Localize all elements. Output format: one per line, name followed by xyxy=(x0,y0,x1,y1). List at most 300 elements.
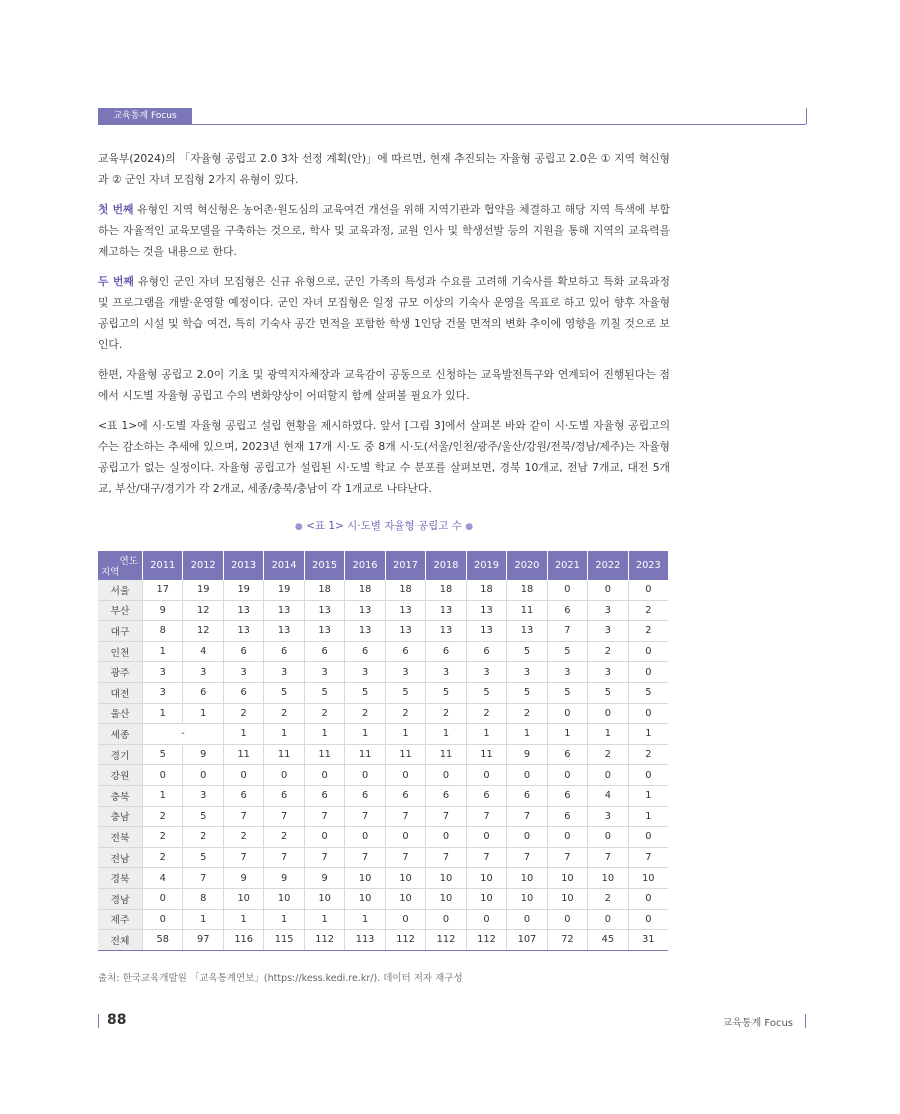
value-cell: 2 xyxy=(264,703,304,724)
value-cell: 3 xyxy=(385,662,425,683)
value-cell: 10 xyxy=(507,888,547,909)
paragraph-2 xyxy=(98,199,670,262)
table-row xyxy=(98,724,668,745)
value-cell: 3 xyxy=(426,662,466,683)
value-cell: 0 xyxy=(183,765,223,786)
value-cell: 7 xyxy=(385,806,425,827)
value-cell: 6 xyxy=(385,785,425,806)
value-cell: 0 xyxy=(304,827,344,848)
value-cell: 4 xyxy=(588,785,628,806)
value-cell: 10 xyxy=(223,888,263,909)
value-cell: 1 xyxy=(304,909,344,930)
value-cell: 1 xyxy=(385,724,425,745)
value-cell: 6 xyxy=(223,641,263,662)
year-header: 2012 xyxy=(183,551,223,580)
value-cell: 8 xyxy=(143,621,183,642)
value-cell: 5 xyxy=(183,847,223,868)
value-cell: 5 xyxy=(183,806,223,827)
value-cell: 6 xyxy=(547,806,587,827)
value-cell: 97 xyxy=(183,930,223,951)
value-cell: 5 xyxy=(304,682,344,703)
value-cell: 31 xyxy=(628,930,668,951)
footer-title: 교육통계 Focus xyxy=(722,1018,793,1029)
value-cell: 2 xyxy=(426,703,466,724)
value-cell: 0 xyxy=(426,765,466,786)
region-cell: 경기 xyxy=(98,744,143,765)
value-cell: 1 xyxy=(223,909,263,930)
paragraph-4: 한편, 자율형 공립고 2.0이 기초 및 광역지자체장과 교육감이 공동으로 신청하는 교육발전특구와 연계되어 진행된다는 점에서 시도별 자율형 공립고 수의 변화양상이 어떠할지 함께 살펴볼 필요가 있다. xyxy=(98,368,670,402)
value-cell: 116 xyxy=(223,930,263,951)
value-cell: 7 xyxy=(547,847,587,868)
value-cell: 2 xyxy=(628,600,668,621)
value-cell: 0 xyxy=(466,765,506,786)
region-cell: 강원 xyxy=(98,765,143,786)
source-note: 출처: 한국교육개발원 「교육통계연보」(https://kess.kedi.re.kr/). 데이터 저자 재구성 xyxy=(98,973,463,984)
value-cell: 2 xyxy=(143,806,183,827)
value-cell: 6 xyxy=(183,682,223,703)
value-cell: 0 xyxy=(628,909,668,930)
paragraph-3 xyxy=(98,271,670,355)
value-cell: 10 xyxy=(466,888,506,909)
value-cell: 6 xyxy=(304,641,344,662)
value-cell: 13 xyxy=(466,600,506,621)
value-cell: 9 xyxy=(183,744,223,765)
table-row xyxy=(98,785,668,806)
value-cell: 2 xyxy=(385,703,425,724)
value-cell: 0 xyxy=(628,888,668,909)
value-cell: 0 xyxy=(143,909,183,930)
table-row xyxy=(98,682,668,703)
value-cell: 5 xyxy=(547,682,587,703)
table-title: <표 1> 시·도별 자율형 공립고 수 xyxy=(306,520,462,532)
value-cell: 5 xyxy=(345,682,385,703)
value-cell: 72 xyxy=(547,930,587,951)
region-cell: 대구 xyxy=(98,621,143,642)
value-cell: 2 xyxy=(264,827,304,848)
value-cell: 0 xyxy=(628,765,668,786)
region-cell: 충북 xyxy=(98,785,143,806)
value-cell: 5 xyxy=(466,682,506,703)
value-cell: 7 xyxy=(426,806,466,827)
value-cell: 112 xyxy=(385,930,425,951)
region-cell: 전체 xyxy=(98,930,143,951)
value-cell: 10 xyxy=(507,868,547,889)
value-cell: 3 xyxy=(507,662,547,683)
value-cell: 7 xyxy=(588,847,628,868)
value-cell: 115 xyxy=(264,930,304,951)
value-cell: 2 xyxy=(507,703,547,724)
value-cell: 2 xyxy=(304,703,344,724)
region-cell: 경북 xyxy=(98,868,143,889)
value-cell: 19 xyxy=(223,580,263,600)
value-cell: 18 xyxy=(385,580,425,600)
value-cell: 2 xyxy=(143,847,183,868)
value-cell: 112 xyxy=(304,930,344,951)
table-row xyxy=(98,868,668,889)
value-cell: 13 xyxy=(345,621,385,642)
value-cell: 5 xyxy=(426,682,466,703)
table-row xyxy=(98,580,668,600)
footer-divider-right xyxy=(805,1014,806,1028)
page-number: 88 xyxy=(107,1012,127,1028)
value-cell: 10 xyxy=(588,868,628,889)
value-cell: 7 xyxy=(547,621,587,642)
value-cell: 10 xyxy=(628,868,668,889)
value-cell: 3 xyxy=(466,662,506,683)
value-cell: 1 xyxy=(507,724,547,745)
value-cell: 3 xyxy=(588,806,628,827)
value-cell: 11 xyxy=(304,744,344,765)
value-cell: 6 xyxy=(223,785,263,806)
value-cell: 45 xyxy=(588,930,628,951)
value-cell: 13 xyxy=(466,621,506,642)
value-cell: 3 xyxy=(143,662,183,683)
value-cell: 13 xyxy=(426,621,466,642)
value-cell: 1 xyxy=(547,724,587,745)
value-cell: 3 xyxy=(183,662,223,683)
value-cell: 1 xyxy=(143,641,183,662)
value-cell: 2 xyxy=(628,744,668,765)
region-cell: 전북 xyxy=(98,827,143,848)
value-cell: 19 xyxy=(183,580,223,600)
value-cell: 9 xyxy=(507,744,547,765)
value-cell: 3 xyxy=(223,662,263,683)
value-cell: 5 xyxy=(547,641,587,662)
corner-year-label: 연도 xyxy=(119,556,138,567)
value-cell: 3 xyxy=(588,600,628,621)
value-cell: 4 xyxy=(183,641,223,662)
paragraph-2-lead: 첫 번째 xyxy=(98,203,134,216)
value-cell: 0 xyxy=(588,827,628,848)
value-cell: 1 xyxy=(628,724,668,745)
value-cell: 5 xyxy=(507,641,547,662)
value-cell: 0 xyxy=(426,909,466,930)
merged-cell: - xyxy=(143,724,224,745)
body-text xyxy=(98,148,670,508)
table-row xyxy=(98,847,668,868)
value-cell: 0 xyxy=(385,765,425,786)
value-cell: 18 xyxy=(304,580,344,600)
value-cell: 0 xyxy=(507,909,547,930)
corner-region-label: 지역 xyxy=(101,567,120,578)
region-cell: 울산 xyxy=(98,703,143,724)
value-cell: 0 xyxy=(264,765,304,786)
value-cell: 0 xyxy=(143,765,183,786)
value-cell: 11 xyxy=(264,744,304,765)
value-cell: 13 xyxy=(264,600,304,621)
table-row xyxy=(98,662,668,683)
value-cell: 11 xyxy=(345,744,385,765)
region-cell: 전남 xyxy=(98,847,143,868)
value-cell: 1 xyxy=(183,909,223,930)
value-cell: 6 xyxy=(264,641,304,662)
table-row xyxy=(98,600,668,621)
value-cell: 0 xyxy=(507,765,547,786)
year-header: 2017 xyxy=(385,551,425,580)
value-cell: 0 xyxy=(426,827,466,848)
value-cell: 1 xyxy=(588,724,628,745)
value-cell: 11 xyxy=(223,744,263,765)
year-header: 2023 xyxy=(628,551,668,580)
corner-header xyxy=(98,551,143,580)
value-cell: 11 xyxy=(385,744,425,765)
value-cell: 2 xyxy=(143,827,183,848)
value-cell: 17 xyxy=(143,580,183,600)
year-header: 2011 xyxy=(143,551,183,580)
value-cell: 10 xyxy=(385,888,425,909)
value-cell: 10 xyxy=(426,888,466,909)
value-cell: 6 xyxy=(547,744,587,765)
value-cell: 0 xyxy=(628,662,668,683)
value-cell: 7 xyxy=(507,847,547,868)
value-cell: 1 xyxy=(426,724,466,745)
value-cell: 0 xyxy=(628,827,668,848)
value-cell: 0 xyxy=(588,765,628,786)
value-cell: 6 xyxy=(345,641,385,662)
value-cell: 3 xyxy=(264,662,304,683)
value-cell: 3 xyxy=(143,682,183,703)
value-cell: 7 xyxy=(466,847,506,868)
value-cell: 11 xyxy=(426,744,466,765)
value-cell: 7 xyxy=(345,847,385,868)
year-header: 2013 xyxy=(223,551,263,580)
table-row xyxy=(98,703,668,724)
section-tag: 교육통계 Focus xyxy=(98,108,192,124)
schools-by-region-table xyxy=(98,551,668,951)
bullet-dot-icon: ● xyxy=(294,522,303,532)
table-row xyxy=(98,744,668,765)
value-cell: 5 xyxy=(385,682,425,703)
value-cell: 13 xyxy=(304,600,344,621)
paragraph-5: <표 1>에 시·도별 자율형 공립고 설립 현황을 제시하였다. 앞서 [그림 3]에서 살펴본 바와 같이 시·도별 자율형 공립고의 수는 감소하는 추세에 있으며, 2023년 현재 17개 시·도 중 8개 시·도(서울/인천/광주/울산/강원/전북/경남/제주)는 자율형 공립고가 없는 실정이다. 자율형 공립고가 설립된 시·도별 학교 수 분포를 살펴보면, 경북 10개교, 전남 7개교, 대전 5개교, 부산/대구/경기가 각 2개교, 세종/충북/충남이 각 1개교로 나타난다. xyxy=(98,419,670,495)
table-row xyxy=(98,765,668,786)
value-cell: 0 xyxy=(385,909,425,930)
value-cell: 0 xyxy=(547,909,587,930)
value-cell: 1 xyxy=(143,703,183,724)
value-cell: 7 xyxy=(426,847,466,868)
year-header: 2020 xyxy=(507,551,547,580)
value-cell: 1 xyxy=(466,724,506,745)
table-body xyxy=(98,580,668,950)
value-cell: 0 xyxy=(223,765,263,786)
region-cell: 대전 xyxy=(98,682,143,703)
value-cell: 1 xyxy=(628,785,668,806)
value-cell: 3 xyxy=(588,662,628,683)
value-cell: 7 xyxy=(223,847,263,868)
page-footer xyxy=(98,1014,806,1028)
value-cell: 7 xyxy=(304,806,344,827)
page-header xyxy=(98,108,806,125)
value-cell: 13 xyxy=(385,621,425,642)
value-cell: 113 xyxy=(345,930,385,951)
value-cell: 0 xyxy=(547,827,587,848)
header-divider xyxy=(806,108,807,124)
value-cell: 1 xyxy=(304,724,344,745)
table-header-row xyxy=(98,551,668,580)
value-cell: 2 xyxy=(588,744,628,765)
value-cell: 3 xyxy=(588,621,628,642)
region-cell: 서울 xyxy=(98,580,143,600)
table-row xyxy=(98,827,668,848)
region-cell: 충남 xyxy=(98,806,143,827)
year-header: 2014 xyxy=(264,551,304,580)
year-header: 2021 xyxy=(547,551,587,580)
value-cell: 10 xyxy=(304,888,344,909)
table-caption xyxy=(98,518,670,533)
value-cell: 107 xyxy=(507,930,547,951)
value-cell: 2 xyxy=(588,641,628,662)
value-cell: 2 xyxy=(345,703,385,724)
value-cell: 7 xyxy=(345,806,385,827)
year-header: 2018 xyxy=(426,551,466,580)
value-cell: 0 xyxy=(547,580,587,600)
value-cell: 0 xyxy=(547,765,587,786)
value-cell: 12 xyxy=(183,600,223,621)
value-cell: 6 xyxy=(304,785,344,806)
value-cell: 2 xyxy=(183,827,223,848)
value-cell: 7 xyxy=(223,806,263,827)
value-cell: 2 xyxy=(223,827,263,848)
bullet-dot-icon: ● xyxy=(465,522,474,532)
value-cell: 13 xyxy=(507,621,547,642)
value-cell: 6 xyxy=(547,785,587,806)
value-cell: 1 xyxy=(345,724,385,745)
value-cell: 18 xyxy=(426,580,466,600)
value-cell: 10 xyxy=(345,888,385,909)
value-cell: 112 xyxy=(466,930,506,951)
value-cell: 9 xyxy=(304,868,344,889)
value-cell: 6 xyxy=(426,641,466,662)
year-header: 2015 xyxy=(304,551,344,580)
value-cell: 7 xyxy=(507,806,547,827)
region-cell: 인천 xyxy=(98,641,143,662)
value-cell: 6 xyxy=(223,682,263,703)
table-row xyxy=(98,909,668,930)
value-cell: 11 xyxy=(466,744,506,765)
value-cell: 1 xyxy=(345,909,385,930)
value-cell: 2 xyxy=(223,703,263,724)
value-cell: 12 xyxy=(183,621,223,642)
table-row xyxy=(98,806,668,827)
value-cell: 0 xyxy=(304,765,344,786)
value-cell: 0 xyxy=(628,641,668,662)
value-cell: 7 xyxy=(183,868,223,889)
region-cell: 세종 xyxy=(98,724,143,745)
value-cell: 9 xyxy=(264,868,304,889)
value-cell: 9 xyxy=(143,600,183,621)
value-cell: 6 xyxy=(426,785,466,806)
value-cell: 6 xyxy=(547,600,587,621)
value-cell: 6 xyxy=(264,785,304,806)
value-cell: 13 xyxy=(264,621,304,642)
value-cell: 3 xyxy=(183,785,223,806)
value-cell: 0 xyxy=(466,909,506,930)
year-header: 2019 xyxy=(466,551,506,580)
value-cell: 1 xyxy=(264,909,304,930)
value-cell: 18 xyxy=(507,580,547,600)
year-header: 2022 xyxy=(588,551,628,580)
value-cell: 0 xyxy=(507,827,547,848)
value-cell: 6 xyxy=(385,641,425,662)
value-cell: 18 xyxy=(345,580,385,600)
value-cell: 2 xyxy=(466,703,506,724)
value-cell: 1 xyxy=(143,785,183,806)
table-row xyxy=(98,641,668,662)
value-cell: 112 xyxy=(426,930,466,951)
table-row xyxy=(98,888,668,909)
value-cell: 11 xyxy=(507,600,547,621)
value-cell: 13 xyxy=(304,621,344,642)
value-cell: 4 xyxy=(143,868,183,889)
value-cell: 0 xyxy=(345,765,385,786)
value-cell: 1 xyxy=(628,806,668,827)
region-cell: 제주 xyxy=(98,909,143,930)
value-cell: 0 xyxy=(345,827,385,848)
value-cell: 10 xyxy=(345,868,385,889)
value-cell: 2 xyxy=(628,621,668,642)
value-cell: 6 xyxy=(345,785,385,806)
value-cell: 13 xyxy=(385,600,425,621)
value-cell: 7 xyxy=(385,847,425,868)
value-cell: 5 xyxy=(143,744,183,765)
value-cell: 10 xyxy=(547,868,587,889)
value-cell: 7 xyxy=(264,806,304,827)
value-cell: 5 xyxy=(507,682,547,703)
value-cell: 0 xyxy=(588,909,628,930)
region-cell: 경남 xyxy=(98,888,143,909)
region-cell: 부산 xyxy=(98,600,143,621)
value-cell: 3 xyxy=(345,662,385,683)
value-cell: 10 xyxy=(466,868,506,889)
paragraph-1: 교육부(2024)의 「자율형 공립고 2.0 3차 선정 계획(안)」에 따르면, 현재 추진되는 자율형 공립고 2.0은 ① 지역 혁신형과 ② 군인 자녀 모집형 2가지 유형이 있다. xyxy=(98,152,670,186)
value-cell: 0 xyxy=(628,580,668,600)
value-cell: 13 xyxy=(223,621,263,642)
value-cell: 0 xyxy=(143,888,183,909)
value-cell: 1 xyxy=(223,724,263,745)
value-cell: 58 xyxy=(143,930,183,951)
value-cell: 13 xyxy=(223,600,263,621)
value-cell: 0 xyxy=(588,580,628,600)
value-cell: 6 xyxy=(507,785,547,806)
paragraph-3-lead: 두 번째 xyxy=(98,275,134,288)
value-cell: 10 xyxy=(426,868,466,889)
value-cell: 7 xyxy=(628,847,668,868)
paragraph-3-text: 유형인 군인 자녀 모집형은 신규 유형으로, 군인 가족의 특성과 수요를 고려해 기숙사를 확보하고 특화 교육과정 및 프로그램을 개발·운영할 예정이다. 군인 자녀 모집형은 일정 규모 이상의 기숙사 운영을 목표로 하고 있어 향후 자율형 공립고의 시설 및 학습 여건, 특히 기숙사 공간 면적을 포함한 학생 1인당 건물 면적의 변화 추이에 영향을 끼칠 것으로 보인다. xyxy=(98,275,670,351)
value-cell: 18 xyxy=(466,580,506,600)
value-cell: 19 xyxy=(264,580,304,600)
value-cell: 10 xyxy=(547,888,587,909)
value-cell: 10 xyxy=(264,888,304,909)
table-row xyxy=(98,621,668,642)
value-cell: 5 xyxy=(588,682,628,703)
value-cell: 2 xyxy=(588,888,628,909)
value-cell: 7 xyxy=(264,847,304,868)
value-cell: 3 xyxy=(547,662,587,683)
value-cell: 6 xyxy=(466,785,506,806)
value-cell: 7 xyxy=(466,806,506,827)
value-cell: 7 xyxy=(304,847,344,868)
value-cell: 0 xyxy=(588,703,628,724)
value-cell: 0 xyxy=(628,703,668,724)
value-cell: 9 xyxy=(223,868,263,889)
value-cell: 1 xyxy=(264,724,304,745)
footer-divider-left xyxy=(98,1014,99,1028)
table-row xyxy=(98,930,668,951)
value-cell: 13 xyxy=(426,600,466,621)
value-cell: 5 xyxy=(264,682,304,703)
paragraph-2-text: 유형인 지역 혁신형은 농어촌·원도심의 교육여건 개선을 위해 지역기관과 협약을 체결하고 해당 지역 특색에 부합하는 자율적인 교육모델을 구축하는 것으로, 학사 및 교육과정, 교원 인사 및 학생선발 등의 지원을 통해 지역의 교육력을 제고하는 것을 내용으로 한다. xyxy=(98,203,670,258)
value-cell: 0 xyxy=(385,827,425,848)
